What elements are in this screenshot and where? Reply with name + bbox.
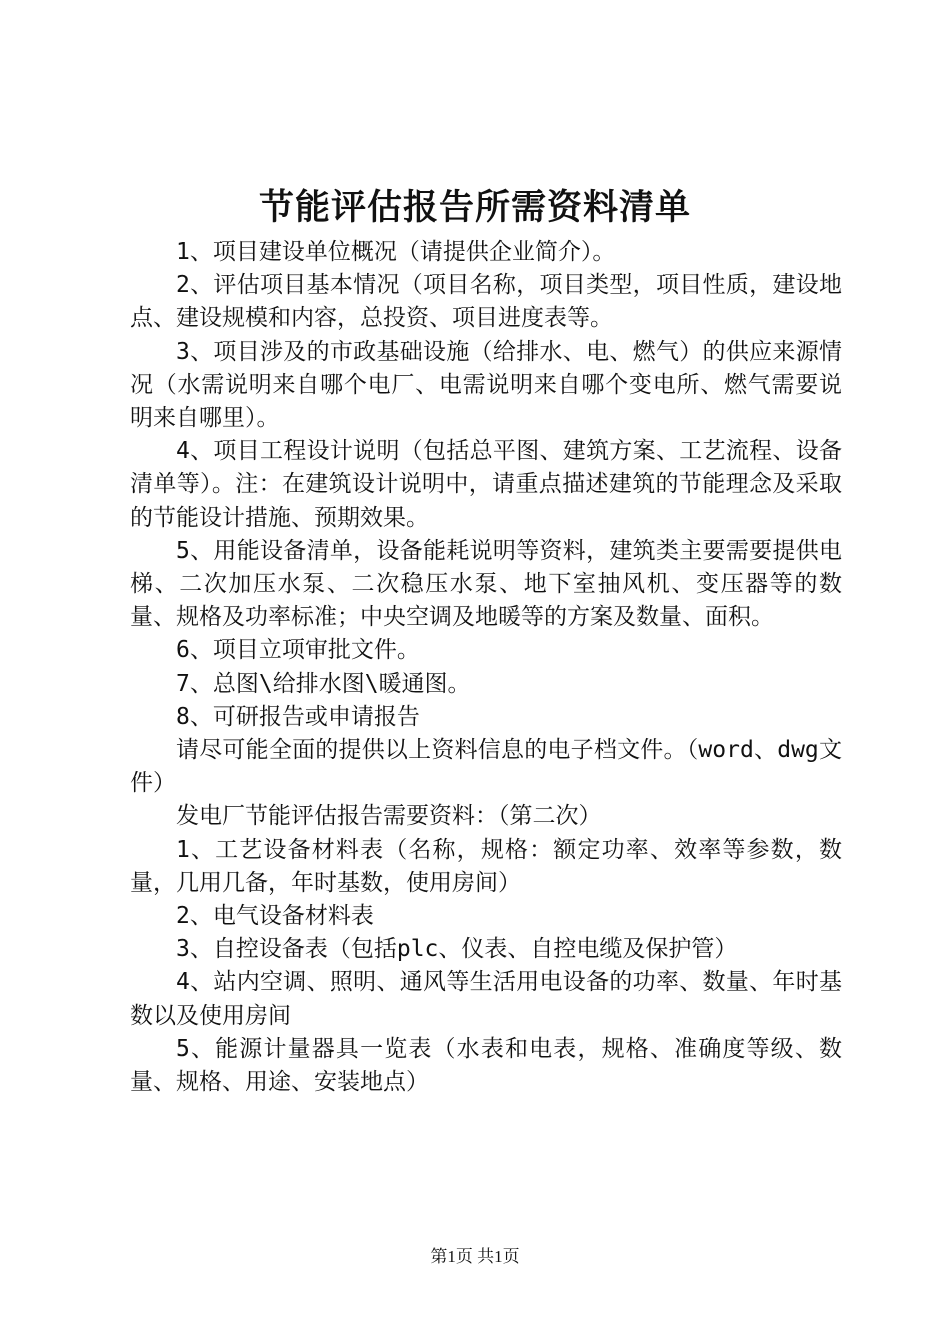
document-body bbox=[130, 236, 842, 1099]
paragraph-section-heading: 发电厂节能评估报告需要资料：（第二次） bbox=[176, 803, 602, 830]
paragraph-second-item-4: 4、站内空调、照明、通风等生活用电设备的功率、数量、年时基数以及使用房间 bbox=[130, 969, 842, 1029]
paragraph-item-8: 8、可研报告或申请报告 bbox=[176, 703, 420, 730]
paragraph-request-note: 请尽可能全面的提供以上资料信息的电子档文件。（word、dwg文件） bbox=[130, 737, 842, 797]
document-title: 节能评估报告所需资料清单 bbox=[258, 187, 691, 228]
paragraph-second-item-3: 3、自控设备表（包括plc、仪表、自控电缆及保护管） bbox=[176, 936, 738, 963]
paragraph-item-4: 4、项目工程设计说明（包括总平图、建筑方案、工艺流程、设备清单等）。注：在建筑设计说明中，请重点描述建筑的节能理念及采取的节能设计措施、预期效果。 bbox=[130, 438, 842, 531]
paragraph-second-item-2: 2、电气设备材料表 bbox=[176, 903, 374, 930]
paragraph-item-3: 3、项目涉及的市政基础设施（给排水、电、燃气）的供应来源情况（水需说明来自哪个电厂、电需说明来自哪个变电所、燃气需要说明来自哪里）。 bbox=[130, 338, 842, 432]
paragraph-item-6: 6、项目立项审批文件。 bbox=[176, 637, 420, 664]
paragraph-item-2: 2、评估项目基本情况（项目名称，项目类型，项目性质，建设地点、建设规模和内容，总投资、项目进度表等。 bbox=[130, 272, 842, 332]
paragraph-item-5: 5、用能设备清单，设备能耗说明等资料，建筑类主要需要提供电梯、二次加压水泵、二次稳压水泵、地下室抽风机、变压器等的数量、规格及功率标准；中央空调及地暖等的方案及数量、面积。 bbox=[130, 537, 842, 631]
paragraph-item-1: 1、项目建设单位概况（请提供企业简介）。 bbox=[176, 239, 616, 265]
page-footer: 第1页 共1页 bbox=[430, 1247, 520, 1266]
paragraph-second-item-5: 5、能源计量器具一览表（水表和电表，规格、准确度等级、数量、规格、用途、安装地点） bbox=[130, 1035, 842, 1096]
paragraph-second-item-1: 1、工艺设备材料表（名称，规格：额定功率、效率等参数，数量，几用几备，年时基数，使用房间） bbox=[130, 836, 842, 896]
paragraph-item-7: 7、总图\给排水图\暖通图。 bbox=[176, 670, 471, 697]
